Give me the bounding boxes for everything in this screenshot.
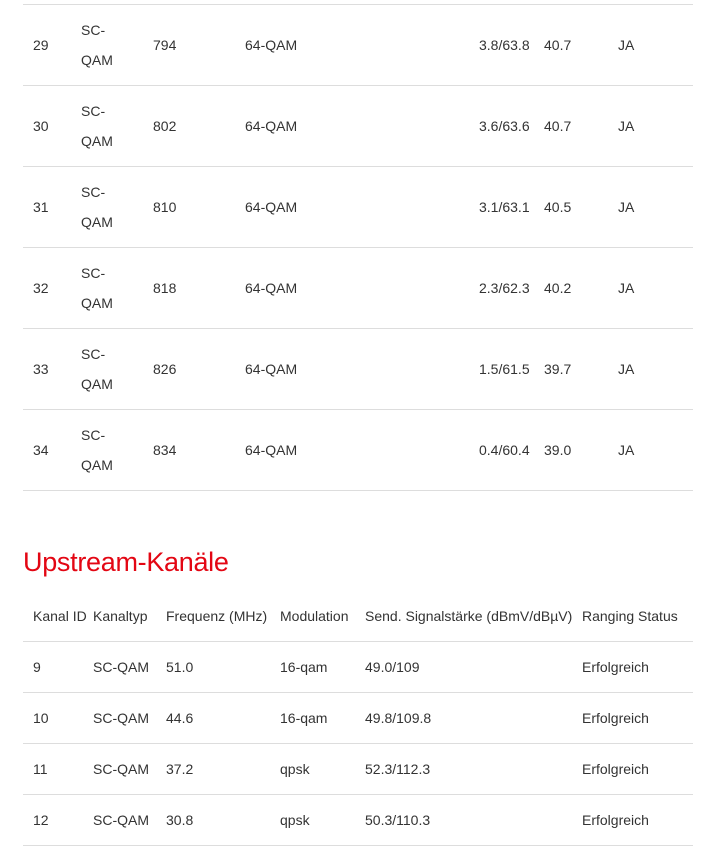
- channel-type-line: SC-: [81, 265, 106, 281]
- upstream-channel-table: [23, 592, 693, 846]
- frequency-cell: 51.0: [166, 658, 194, 675]
- channel-type-cell: [81, 167, 153, 248]
- locked-status-cell: JA: [618, 118, 635, 134]
- table-row: [23, 410, 693, 491]
- channel-type-line: SC-: [81, 427, 106, 443]
- ranging-status-cell: Erfolgreich: [582, 811, 649, 828]
- power-level-cell: 52.3/112.3: [365, 760, 431, 777]
- power-level-cell: 3.6/63.6: [479, 118, 530, 134]
- channel-id-cell: 12: [33, 811, 49, 828]
- table-row: [23, 5, 693, 86]
- snr-cell: 40.5: [544, 199, 572, 215]
- channel-type-line: SC-: [81, 22, 106, 38]
- channel-type-line: QAM: [81, 214, 113, 230]
- table-row: [23, 794, 693, 845]
- power-level-cell: 49.0/109: [365, 658, 420, 675]
- table-row: [23, 692, 693, 743]
- power-level-cell: 1.5/61.5: [479, 361, 530, 377]
- header-ranging-status: Ranging Status: [582, 608, 678, 625]
- channel-type-cell: [81, 86, 153, 167]
- modulation-cell: 64-QAM: [245, 280, 298, 296]
- modulation-cell: 64-QAM: [245, 361, 298, 377]
- table-row: [23, 641, 693, 692]
- table-row: [23, 329, 693, 410]
- channel-type-cell: [81, 248, 153, 329]
- frequency-cell: 810: [153, 199, 177, 215]
- channel-type-line: SC-: [81, 346, 106, 362]
- snr-cell: 40.7: [544, 37, 572, 53]
- upstream-header-row: [23, 592, 693, 641]
- channel-type-line: QAM: [81, 133, 113, 149]
- locked-status-cell: JA: [618, 37, 635, 53]
- channel-type-line: SC-: [81, 103, 106, 119]
- locked-status-cell: JA: [618, 199, 635, 215]
- frequency-cell: 826: [153, 361, 177, 377]
- channel-type-line: QAM: [81, 295, 113, 311]
- ranging-status-cell: Erfolgreich: [582, 658, 649, 675]
- channel-id-cell: 30: [33, 118, 49, 134]
- channel-id-cell: 32: [33, 280, 49, 296]
- channel-id-cell: 31: [33, 199, 49, 215]
- frequency-cell: 30.8: [166, 811, 194, 828]
- modulation-cell: 16-qam: [280, 658, 328, 675]
- frequency-cell: 818: [153, 280, 177, 296]
- header-frequenz: Frequenz (MHz): [166, 608, 268, 625]
- table-row: [23, 248, 693, 329]
- modulation-cell: 64-QAM: [245, 37, 298, 53]
- modulation-cell: 64-QAM: [245, 199, 298, 215]
- locked-status-cell: JA: [618, 442, 635, 458]
- channel-type-line: QAM: [81, 457, 113, 473]
- downstream-channel-table: [23, 0, 693, 491]
- modulation-cell: 16-qam: [280, 709, 328, 726]
- power-level-cell: 49.8/109.8: [365, 709, 432, 726]
- power-level-cell: 2.3/62.3: [479, 280, 530, 296]
- modulation-cell: 64-QAM: [245, 442, 298, 458]
- table-row: [23, 167, 693, 248]
- snr-cell: 40.2: [544, 280, 572, 296]
- frequency-cell: 802: [153, 118, 177, 134]
- channel-type-cell: [81, 329, 153, 410]
- frequency-cell: 834: [153, 442, 177, 458]
- power-level-cell: 3.8/63.8: [479, 37, 530, 53]
- channel-id-cell: 33: [33, 361, 49, 377]
- frequency-cell: 44.6: [166, 709, 194, 726]
- locked-status-cell: JA: [618, 280, 635, 296]
- header-kanal-id: Kanal ID: [33, 608, 87, 625]
- frequency-cell: 794: [153, 37, 177, 53]
- snr-cell: 40.7: [544, 118, 572, 134]
- channel-id-cell: 10: [33, 709, 49, 726]
- table-row: [23, 743, 693, 794]
- channel-type-cell: SC-QAM: [93, 760, 149, 777]
- channel-type-cell: [81, 5, 153, 86]
- channel-type-line: SC-: [81, 184, 106, 200]
- table-row: [23, 86, 693, 167]
- ranging-status-cell: Erfolgreich: [582, 709, 649, 726]
- channel-type-line: QAM: [81, 52, 113, 68]
- channel-id-cell: 9: [33, 658, 41, 675]
- modulation-cell: 64-QAM: [245, 118, 298, 134]
- frequency-cell: 37.2: [166, 760, 194, 777]
- channel-type-cell: SC-QAM: [93, 658, 149, 675]
- channel-id-cell: 34: [33, 442, 49, 458]
- snr-cell: 39.0: [544, 442, 572, 458]
- power-level-cell: 0.4/60.4: [479, 442, 530, 458]
- channel-type-cell: SC-QAM: [93, 709, 149, 726]
- header-kanaltyp: Kanaltyp: [93, 608, 148, 625]
- ranging-status-cell: Erfolgreich: [582, 760, 649, 777]
- channel-type-cell: SC-QAM: [93, 811, 149, 828]
- channel-type-cell: [81, 410, 153, 491]
- modulation-cell: qpsk: [280, 811, 310, 828]
- modulation-cell: qpsk: [280, 760, 310, 777]
- power-level-cell: 50.3/110.3: [365, 811, 431, 828]
- channel-id-cell: 11: [33, 760, 48, 777]
- snr-cell: 39.7: [544, 361, 572, 377]
- channel-id-cell: 29: [33, 37, 49, 53]
- header-signal-power: Send. Signalstärke (dBmV/dBµV): [365, 608, 573, 625]
- upstream-section-title: Upstream-Kanäle: [23, 547, 229, 577]
- channel-type-line: QAM: [81, 376, 113, 392]
- power-level-cell: 3.1/63.1: [479, 199, 530, 215]
- header-modulation: Modulation: [280, 608, 349, 625]
- locked-status-cell: JA: [618, 361, 635, 377]
